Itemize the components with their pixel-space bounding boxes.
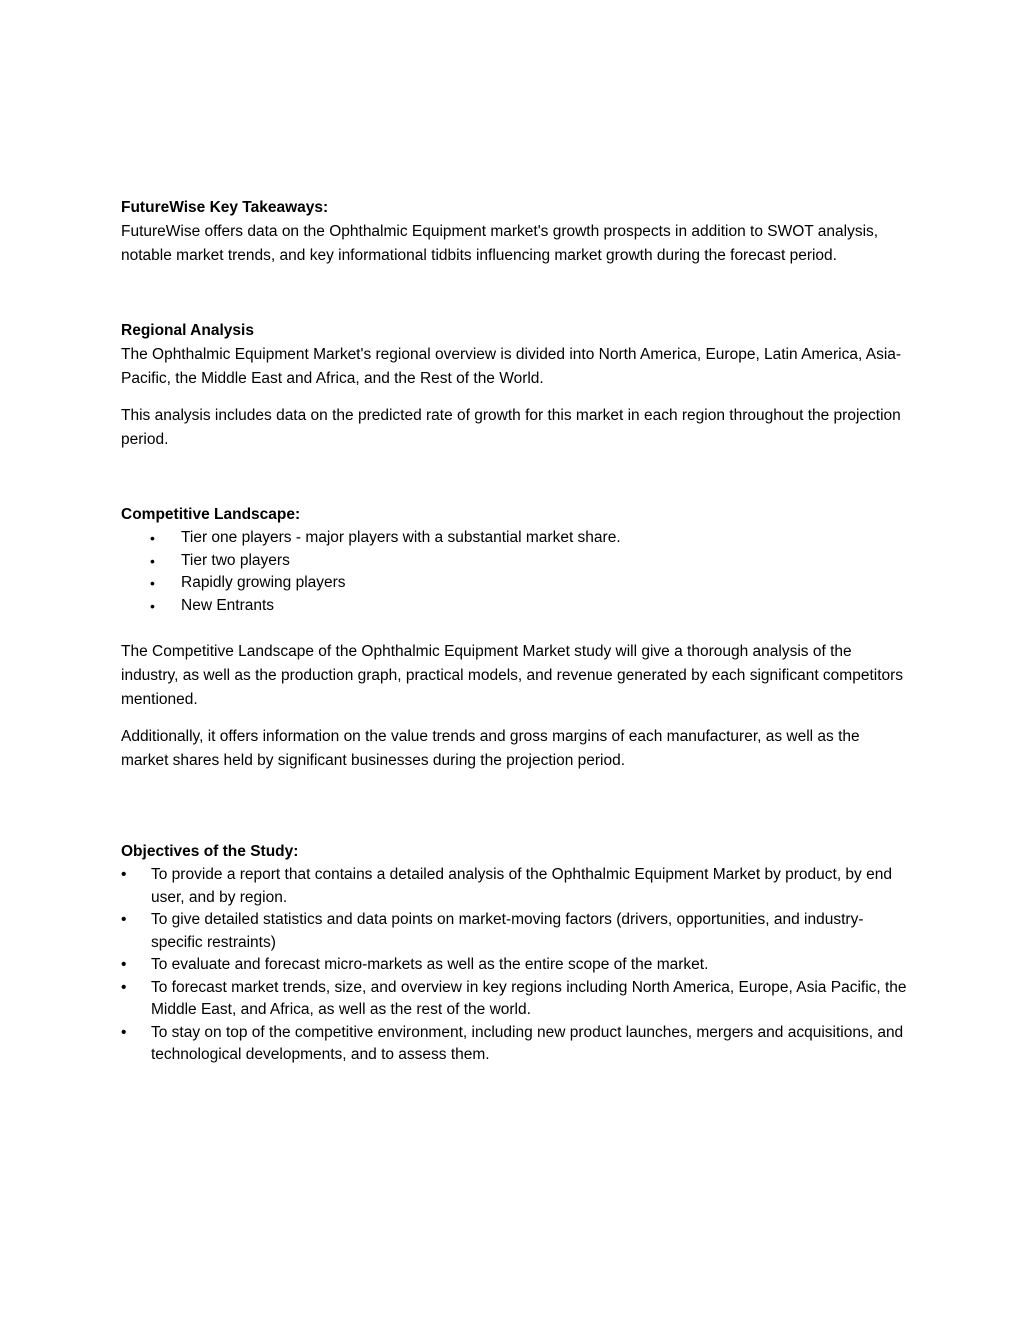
list-item — [121, 909, 911, 954]
bullet-icon: • — [121, 1023, 127, 1041]
objectives-list — [121, 864, 911, 1067]
list-item-text: To provide a report that contains a detailed analysis of the Ophthalmic Equipment Market by product, by end user, and by region. — [151, 866, 892, 906]
list-item — [121, 572, 911, 595]
list-item — [121, 595, 911, 618]
bullet-icon: • — [150, 552, 155, 569]
list-item-text: Tier one players - major players with a substantial market share. — [181, 529, 621, 546]
list-item-text: To stay on top of the competitive environment, including new product launches, mergers and acquisitions, and technological developments, and to assess them. — [151, 1023, 904, 1063]
list-item — [121, 864, 911, 909]
list-item-text: New Entrants — [181, 596, 275, 614]
list-item-text: To give detailed statistics and data points on market-moving factors (drivers, opportunities, and industry-specific restraints) — [151, 911, 864, 951]
list-item — [121, 954, 911, 977]
bullet-icon: • — [150, 530, 155, 546]
bullet-icon: • — [121, 911, 127, 928]
bullet-icon: • — [121, 978, 127, 996]
section-competitive-landscape — [121, 503, 911, 773]
paragraph: FutureWise offers data on the Ophthalmic Equipment market's growth prospects in addition to SWOT analysis, notable market trends, and key informational tidbits influencing market growth during the forecast period. — [121, 223, 879, 264]
section-regional-analysis — [121, 319, 911, 452]
bullet-icon: • — [150, 575, 155, 591]
list-item-text: To evaluate and forecast micro-markets as well as the entire scope of the market. — [151, 956, 709, 973]
bullet-icon: • — [150, 597, 155, 614]
paragraph: This analysis includes data on the predicted rate of growth for this market in each region throughout the projection period. — [121, 407, 901, 448]
section-objectives — [121, 840, 911, 1067]
document-body — [121, 196, 911, 1067]
paragraph: The Ophthalmic Equipment Market's regional overview is divided into North America, Europe, Latin America, Asia-Pacific, the Middle East and Africa, and the Rest of the World. — [121, 346, 902, 387]
list-item — [121, 977, 911, 1022]
list-item — [121, 550, 911, 573]
section-heading: FutureWise Key Takeaways: — [121, 199, 329, 216]
paragraph: Additionally, it offers information on the value trends and gross margins of each manufacturer, as well as the market shares held by significant businesses during the projection period. — [121, 728, 860, 769]
list-item-text: To forecast market trends, size, and overview in key regions including North America, Europe, Asia Pacific, the Middle East, and Africa, as well as the rest of the world. — [151, 978, 907, 1018]
list-item — [121, 527, 911, 550]
bullet-icon: • — [121, 866, 127, 883]
bullet-icon: • — [121, 956, 127, 973]
list-item-text: Rapidly growing players — [181, 574, 346, 591]
section-heading: Objectives of the Study: — [121, 843, 299, 860]
list-item-text: Tier two players — [181, 551, 290, 569]
list-item — [121, 1022, 911, 1067]
paragraph: The Competitive Landscape of the Ophthalmic Equipment Market study will give a thorough analysis of the industry, as well as the production graph, practical models, and revenue generated by each significant competitors mentioned. — [121, 643, 904, 708]
section-heading: Regional Analysis — [121, 322, 254, 339]
player-tier-list — [121, 527, 911, 617]
section-key-takeaways — [121, 196, 911, 268]
section-heading: Competitive Landscape: — [121, 506, 301, 523]
